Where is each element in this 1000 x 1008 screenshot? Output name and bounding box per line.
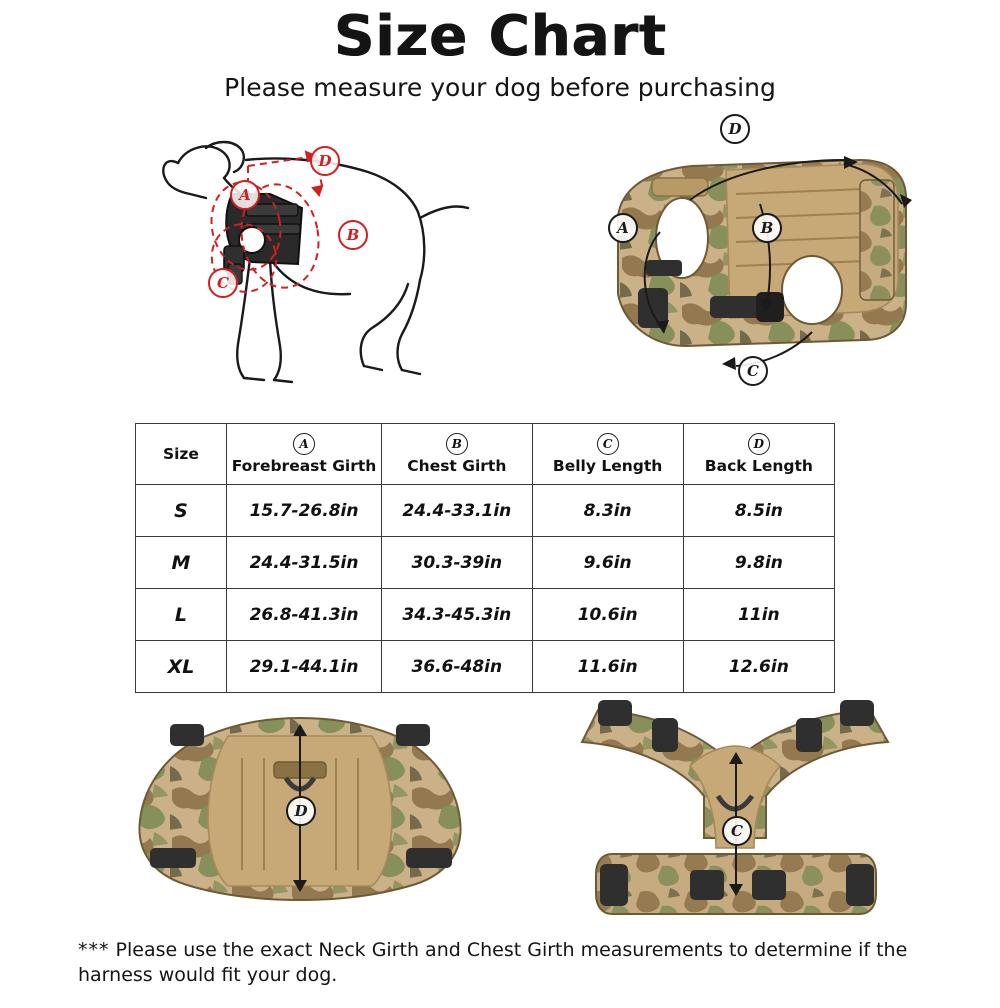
header-label-forebreast-girth: Forebreast Girth xyxy=(231,457,377,475)
badge-b-header: B xyxy=(446,433,468,455)
cell-belly-length: 8.3in xyxy=(532,485,683,537)
cell-forebreast-girth: 24.4-31.5in xyxy=(226,537,381,589)
table-row xyxy=(136,589,835,641)
badge-b-right: B xyxy=(752,213,782,243)
cell-chest-girth: 34.3-45.3in xyxy=(382,589,532,641)
header-label-size: Size xyxy=(162,445,199,463)
header-label-back-length: Back Length xyxy=(704,457,813,475)
cell-size: S xyxy=(136,485,227,537)
cell-chest-girth: 24.4-33.1in xyxy=(382,485,532,537)
table-header-back-length xyxy=(683,424,834,485)
table-header-chest-girth xyxy=(382,424,532,485)
table-row xyxy=(136,641,835,693)
table-header-size xyxy=(136,424,227,485)
footer-stars: *** xyxy=(78,939,110,961)
bottom-illustration-row xyxy=(0,688,1000,938)
footer-note-text: Please use the exact Neck Girth and Chest Girth measurements to determine if the harness would fit your dog. xyxy=(78,939,908,987)
page-title: Size Chart xyxy=(333,4,667,69)
cell-back-length: 11in xyxy=(683,589,834,641)
cell-back-length: 12.6in xyxy=(683,641,834,693)
badge-a-header: A xyxy=(293,433,315,455)
badge-c-bottom: C xyxy=(722,816,752,846)
table-head xyxy=(136,424,835,485)
size-chart-page xyxy=(0,4,1000,1008)
cell-size: L xyxy=(136,589,227,641)
table-body xyxy=(136,485,835,693)
table-row xyxy=(136,537,835,589)
harness-side-svg xyxy=(560,108,960,398)
cell-belly-length: 10.6in xyxy=(532,589,683,641)
cell-chest-girth: 36.6-48in xyxy=(382,641,532,693)
badge-c-left: C xyxy=(208,268,238,298)
table-header-belly-length xyxy=(532,424,683,485)
badge-b-left: B xyxy=(338,220,368,250)
cell-forebreast-girth: 26.8-41.3in xyxy=(226,589,381,641)
badge-a-left: A xyxy=(230,180,260,210)
cell-chest-girth: 30.3-39in xyxy=(382,537,532,589)
cell-forebreast-girth: 29.1-44.1in xyxy=(226,641,381,693)
harness-side-view-diagram xyxy=(560,108,960,398)
table-header-forebreast-girth xyxy=(226,424,381,485)
harness-top-view-diagram xyxy=(110,688,490,938)
header-label-chest-girth: Chest Girth xyxy=(407,457,507,475)
badge-d-right: D xyxy=(720,114,750,144)
badge-d-left: D xyxy=(310,146,340,176)
size-table xyxy=(135,423,835,693)
footer-note xyxy=(78,938,938,988)
dog-measurement-diagram xyxy=(120,108,520,398)
badge-a-right: A xyxy=(608,213,638,243)
top-illustration-row xyxy=(0,108,1000,398)
cell-back-length: 8.5in xyxy=(683,485,834,537)
page-subtitle: Please measure your dog before purchasing xyxy=(224,72,776,102)
cell-forebreast-girth: 15.7-26.8in xyxy=(226,485,381,537)
size-table-wrap xyxy=(135,423,835,693)
badge-d-header: D xyxy=(748,433,770,455)
header-label-belly-length: Belly Length xyxy=(552,457,663,475)
badge-c-right: C xyxy=(738,356,768,386)
table-row xyxy=(136,485,835,537)
cell-back-length: 9.8in xyxy=(683,537,834,589)
badge-c-header: C xyxy=(597,433,619,455)
harness-front-view-svg xyxy=(540,688,940,938)
cell-belly-length: 9.6in xyxy=(532,537,683,589)
cell-belly-length: 11.6in xyxy=(532,641,683,693)
table-header-row xyxy=(136,424,835,485)
badge-d-bottom: D xyxy=(286,796,316,826)
cell-size: M xyxy=(136,537,227,589)
harness-front-view-diagram xyxy=(540,688,940,938)
cell-size: XL xyxy=(136,641,227,693)
